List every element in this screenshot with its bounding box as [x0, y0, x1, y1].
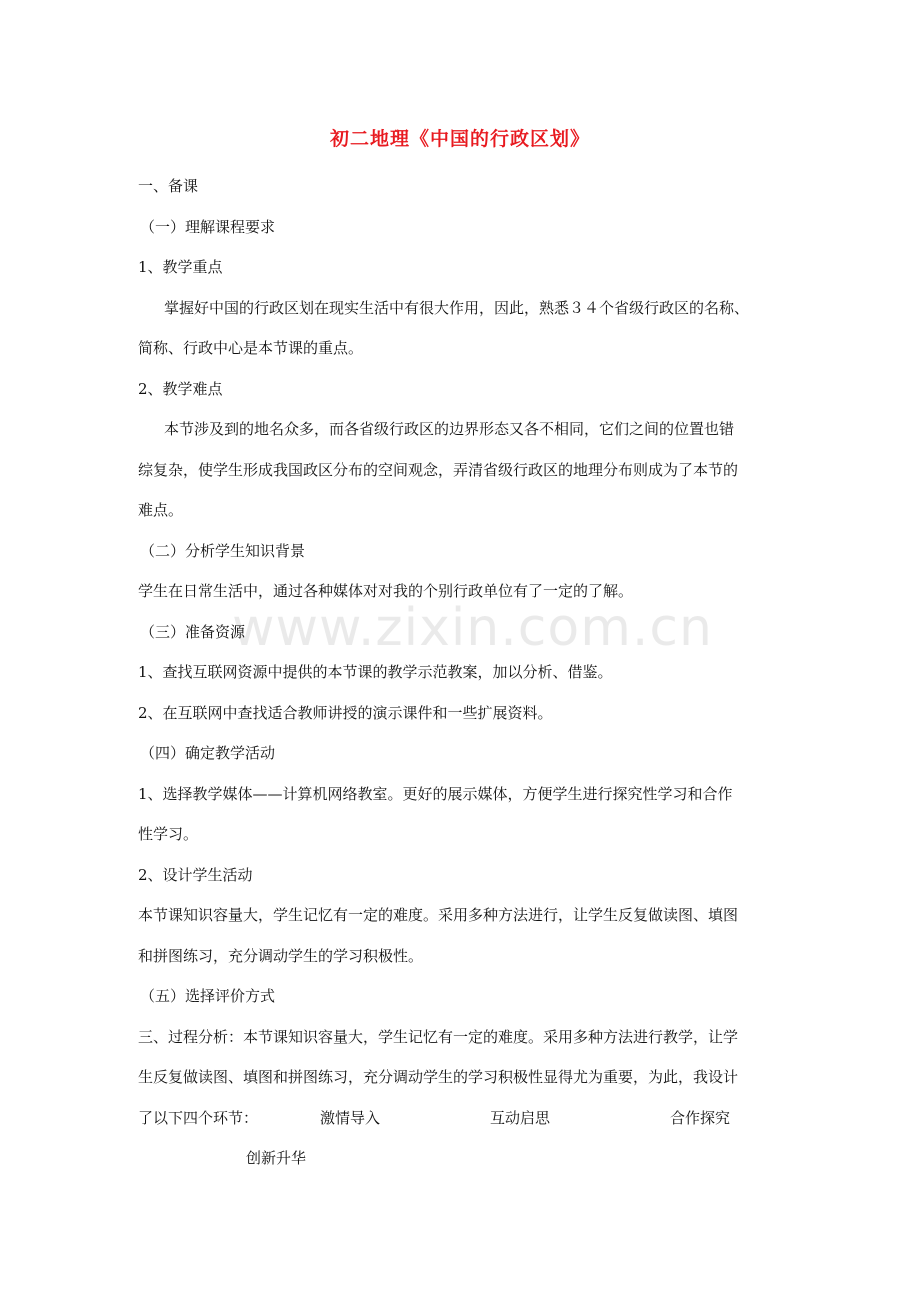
- paragraph-line: 本节课知识容量大，学生记忆有一定的难度。采用多种方法进行，让学生反复做读图、填图: [138, 906, 739, 924]
- item-teaching-focus: 1、教学重点: [138, 258, 223, 276]
- paragraph-line: 掌握好中国的行政区划在现实生活中有很大作用，因此，熟悉３４个省级行政区的名称、: [164, 298, 750, 317]
- steps-intro: 了以下四个环节：: [138, 1108, 259, 1127]
- subheading-student-background: （二）分析学生知识背景: [140, 541, 306, 560]
- paragraph-line: 学生在日常生活中，通过各种媒体对对我的个别行政单位有了一定的了解。: [138, 582, 634, 600]
- item-design-activities: 2、设计学生活动: [138, 865, 253, 884]
- paragraph-line: 本节涉及到的地名众多，而各省级行政区的边界形态又各不相同，它们之间的位置也错: [164, 420, 735, 438]
- subheading-prepare-resources: （三）准备资源: [140, 622, 246, 641]
- step-item: 激情导入: [320, 1108, 381, 1127]
- subheading-evaluation: （五）选择评价方式: [140, 987, 276, 1005]
- document-title: 初二地理《中国的行政区划》: [329, 128, 590, 150]
- section-heading-prep: 一、备课: [138, 177, 199, 195]
- paragraph-line: 2、在互联网中查找适合教师讲授的演示课件和一些扩展资料。: [138, 703, 553, 722]
- paragraph-line: 难点。: [138, 501, 184, 519]
- paragraph-line: 综复杂，使学生形成我国政区分布的空间观念，弄清省级行政区的地理分布则成为了本节的: [138, 460, 739, 479]
- paragraph-line: 1、查找互联网资源中提供的本节课的教学示范教案，加以分析、借鉴。: [138, 663, 613, 681]
- watermark-text: www.zixin.com.cn: [232, 598, 713, 658]
- subheading-teaching-activities: （四）确定教学活动: [140, 744, 276, 762]
- paragraph-line: 三、过程分析：本节课知识容量大，学生记忆有一定的难度。采用多种方法进行教学，让学: [138, 1027, 739, 1046]
- paragraph-line: 1、选择教学媒体——计算机网络教室。更好的展示媒体，方便学生进行探究性学习和合作: [138, 784, 733, 803]
- document-body: [138, 166, 788, 1179]
- item-teaching-difficulty: 2、教学难点: [138, 379, 223, 398]
- paragraph-line: 生反复做读图、填图和拼图练习，充分调动学生的学习积极性显得尤为重要，为此，我设计: [138, 1068, 739, 1086]
- step-item: 创新升华: [246, 1149, 307, 1167]
- paragraph-line: 和拼图练习，充分调动学生的学习积极性。: [138, 946, 424, 965]
- subheading-course-requirements: （一）理解课程要求: [140, 217, 276, 236]
- paragraph-line: 性学习。: [138, 825, 199, 843]
- steps-line: [138, 1098, 788, 1139]
- paragraph-line: 简称、行政中心是本节课的重点。: [138, 339, 364, 357]
- step-item: 合作探究: [670, 1108, 731, 1127]
- step-item: 互动启思: [490, 1108, 551, 1127]
